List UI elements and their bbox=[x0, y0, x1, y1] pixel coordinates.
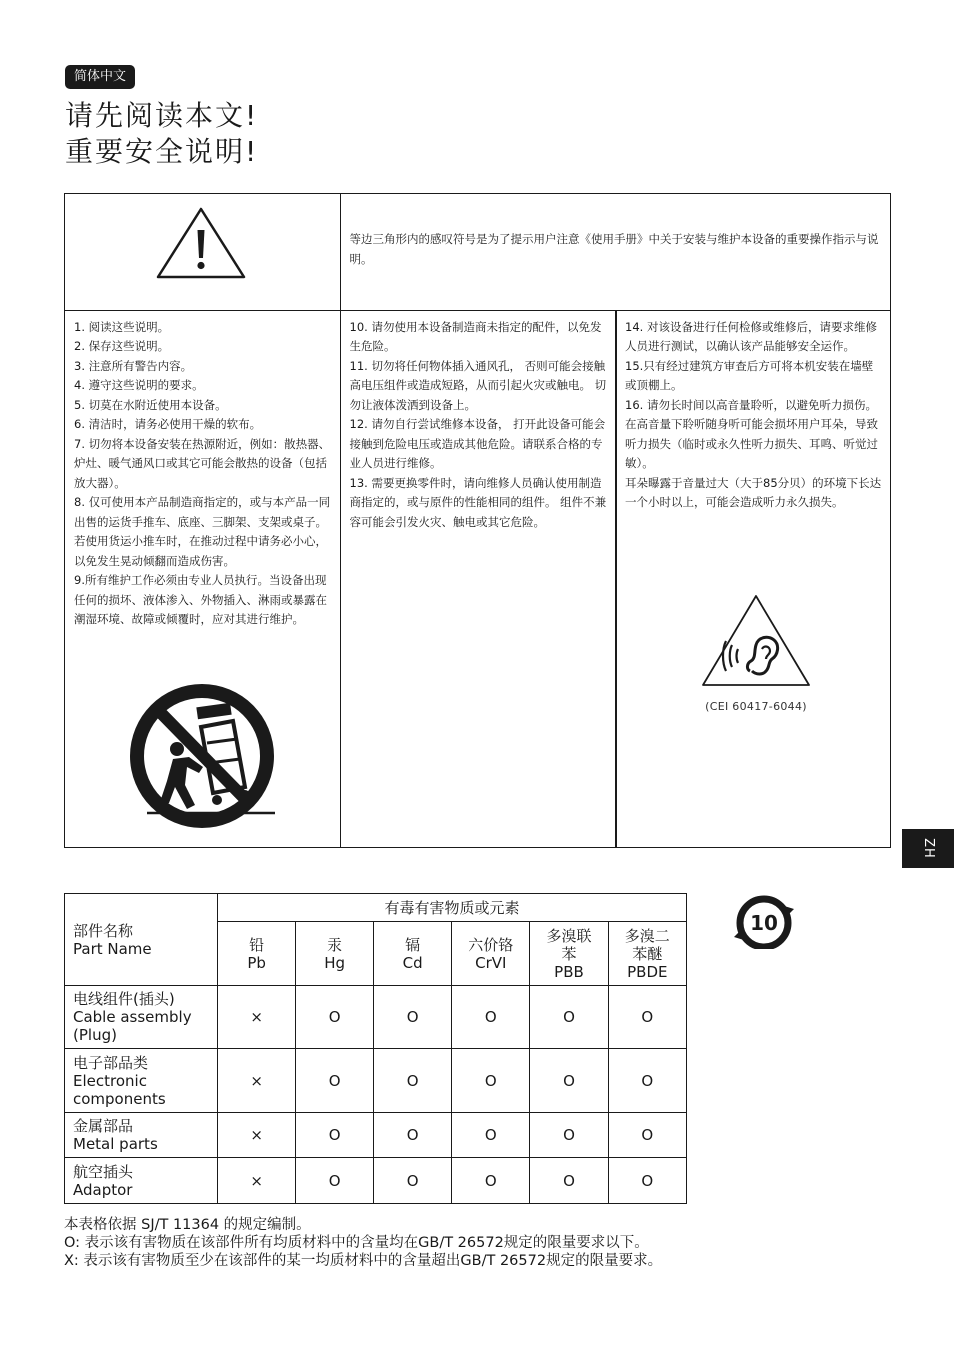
language-side-tab-label: ZH bbox=[920, 838, 936, 859]
part-name-header bbox=[65, 894, 218, 986]
substance-value-cell: O bbox=[530, 1113, 608, 1158]
table-row bbox=[65, 1158, 687, 1204]
instruction-item: 9.所有维护工作必须由专业人员执行。当设备出现任何的损坏、液体渗入、外物插入、淋雨或暴露在潮湿环境、故障或倾覆时，应对其进行维护。 bbox=[74, 573, 327, 626]
substance-value-cell: O bbox=[374, 1158, 452, 1204]
hazard-table-body bbox=[65, 986, 687, 1204]
instruction-item: 5. 切莫在水附近使用本设备。 bbox=[74, 397, 227, 412]
table-row bbox=[65, 986, 687, 1049]
substance-header: 镉 Cd bbox=[374, 922, 452, 986]
substance-value-cell: O bbox=[608, 1049, 686, 1113]
part-name-cell: 金属部品 Metal parts bbox=[65, 1113, 218, 1158]
part-name-cell: 电线组件(插头) Cable assembly (Plug) bbox=[65, 986, 218, 1049]
substance-value-cell: O bbox=[374, 986, 452, 1049]
substance-value-cell: O bbox=[296, 1049, 374, 1113]
substance-value-cell: O bbox=[608, 986, 686, 1049]
substance-value-cell: × bbox=[218, 1158, 296, 1204]
instructions-column-3 bbox=[615, 310, 891, 849]
substance-value-cell: O bbox=[296, 1158, 374, 1204]
instruction-item: 若使用货运小推车时，在推动过程中请务必小心，以免发生晃动倾翻而造成伤害。 bbox=[74, 534, 327, 568]
substance-header: 多溴二 苯醚 PBDE bbox=[608, 922, 686, 986]
instruction-item: 1. 阅读这些说明。 bbox=[74, 319, 170, 334]
hazardous-substances-table bbox=[64, 893, 687, 1204]
instruction-item: 4. 遵守这些说明的要求。 bbox=[74, 378, 204, 392]
substance-value-cell: O bbox=[374, 1113, 452, 1158]
substance-value-cell: O bbox=[452, 1158, 530, 1204]
symbol-explanation-cell bbox=[340, 193, 892, 311]
hearing-warning-symbol bbox=[696, 593, 816, 717]
instruction-item: 3. 注意所有警告内容。 bbox=[74, 358, 193, 373]
symbol-explanation-text: 等边三角形内的感叹符号是为了提示用户注意《使用手册》中关于安装与维护本设备的重要操作指示与说明。 bbox=[349, 232, 879, 266]
instruction-item: 11. 切勿将任何物体插入通风孔， 否则可能会接触高电压组件或造成短路，从而引起火灾或触电。 切勿让液体泼洒到设备上。 bbox=[349, 358, 607, 412]
substance-value-cell: O bbox=[452, 1113, 530, 1158]
title-line-1: 请先阅读本文! bbox=[65, 99, 259, 132]
instruction-item: 16. 请勿长时间以高音量聆听，以避免听力损伤。 bbox=[625, 397, 877, 412]
footnote-standard: 本表格依据 SJ/T 11364 的规定编制。 bbox=[64, 1217, 311, 1233]
instruction-item: 12. 请勿自行尝试维修本设备， 打开此设备可能会接触到危险电压或造成其他危险。请联系合格的专业人员进行维修。 bbox=[349, 417, 606, 470]
part-name-header-zh: 部件名称 Part Name bbox=[73, 921, 152, 958]
substance-value-cell: O bbox=[530, 1158, 608, 1204]
environmental-protection-use-period-logo bbox=[734, 895, 794, 949]
hearing-damage-icon bbox=[700, 593, 812, 689]
exclamation-triangle-icon bbox=[155, 206, 247, 280]
warning-symbol-cell bbox=[64, 193, 341, 311]
instruction-item: 在高音量下聆听随身听可能会损坏用户耳朵，导致听力损失（临时或永久性听力损失、耳鸣、听觉过敏）。 bbox=[625, 417, 878, 470]
substance-value-cell: × bbox=[218, 986, 296, 1049]
footnote-x-meaning: X: 表示该有害物质至少在该部件的某一均质材料中的含量超出GB/T 26572规定的限量要求。 bbox=[64, 1253, 663, 1269]
substance-value-cell: O bbox=[530, 1049, 608, 1113]
substance-value-cell: O bbox=[608, 1158, 686, 1204]
language-side-tab bbox=[902, 829, 954, 868]
substance-value-cell: O bbox=[374, 1049, 452, 1113]
instruction-item: 15.只有经过建筑方审查后方可将本机安装在墙壁或顶棚上。 bbox=[625, 358, 874, 392]
substance-value-cell: O bbox=[608, 1113, 686, 1158]
table-row bbox=[65, 1113, 687, 1158]
substance-value-cell: O bbox=[296, 986, 374, 1049]
page-title bbox=[65, 98, 258, 170]
cart-tip-over-warning-icon bbox=[129, 683, 275, 829]
substance-header: 六价铬 CrVI bbox=[452, 922, 530, 986]
instruction-item: 6. 清洁时，请务必使用干燥的软布。 bbox=[74, 417, 262, 431]
env-logo-number: 10 bbox=[750, 911, 778, 935]
title-line-2: 重要安全说明! bbox=[65, 135, 259, 168]
instruction-item: 2. 保存这些说明。 bbox=[74, 339, 170, 353]
instruction-item: 耳朵曝露于音量过大（大于85分贝）的环境下长达一个小时以上，可能会造成听力永久损失。 bbox=[625, 475, 882, 509]
instructions-column-2 bbox=[340, 310, 617, 849]
substance-value-cell: O bbox=[452, 1049, 530, 1113]
substance-value-cell: O bbox=[452, 986, 530, 1049]
table-row bbox=[65, 1049, 687, 1113]
hearing-symbol-caption: (CEI 60417-6044) bbox=[705, 700, 807, 713]
safety-instructions-table bbox=[64, 193, 891, 848]
instruction-item: 7. 切勿将本设备安装在热源附近，例如：散热器、炉灶、暖气通风口或其它可能会散热的设备（包括放大器）。 bbox=[74, 436, 331, 490]
instruction-item: 8. 仅可使用本产品制造商指定的，或与本产品一同出售的运货手推车、底座、三脚架、支架或桌子。 bbox=[74, 495, 331, 529]
part-name-cell: 电子部品类 Electronic components bbox=[65, 1049, 218, 1113]
substance-value-cell: O bbox=[296, 1113, 374, 1158]
substance-header: 汞 Hg bbox=[296, 922, 374, 986]
substance-header: 铅 Pb bbox=[218, 922, 296, 986]
table-footnotes bbox=[64, 1216, 662, 1270]
substance-group-header: 有毒有害物质或元素 bbox=[218, 894, 687, 922]
substance-value-cell: × bbox=[218, 1049, 296, 1113]
footnote-o-meaning: O: 表示该有害物质在该部件所有均质材料中的含量均在GB/T 26572规定的限量要求以下。 bbox=[64, 1235, 649, 1251]
instruction-item: 13. 需要更换零件时，请向维修人员确认使用制造商指定的，或与原件的性能相同的组件。 组件不兼容可能会引发火灾、触电或其它危险。 bbox=[349, 475, 607, 529]
language-badge: 简体中文 bbox=[65, 65, 135, 89]
instructions-column-1 bbox=[64, 310, 341, 849]
substance-value-cell: × bbox=[218, 1113, 296, 1158]
substance-value-cell: O bbox=[530, 986, 608, 1049]
instruction-item: 10. 请勿使用本设备制造商未指定的配件，以免发生危险。 bbox=[349, 319, 602, 353]
part-name-cell: 航空插头 Adaptor bbox=[65, 1158, 218, 1204]
instruction-item: 14. 对该设备进行任何检修或维修后，请要求维修人员进行测试，以确认该产品能够安全运作。 bbox=[625, 319, 877, 353]
substance-header: 多溴联 苯 PBB bbox=[530, 922, 608, 986]
